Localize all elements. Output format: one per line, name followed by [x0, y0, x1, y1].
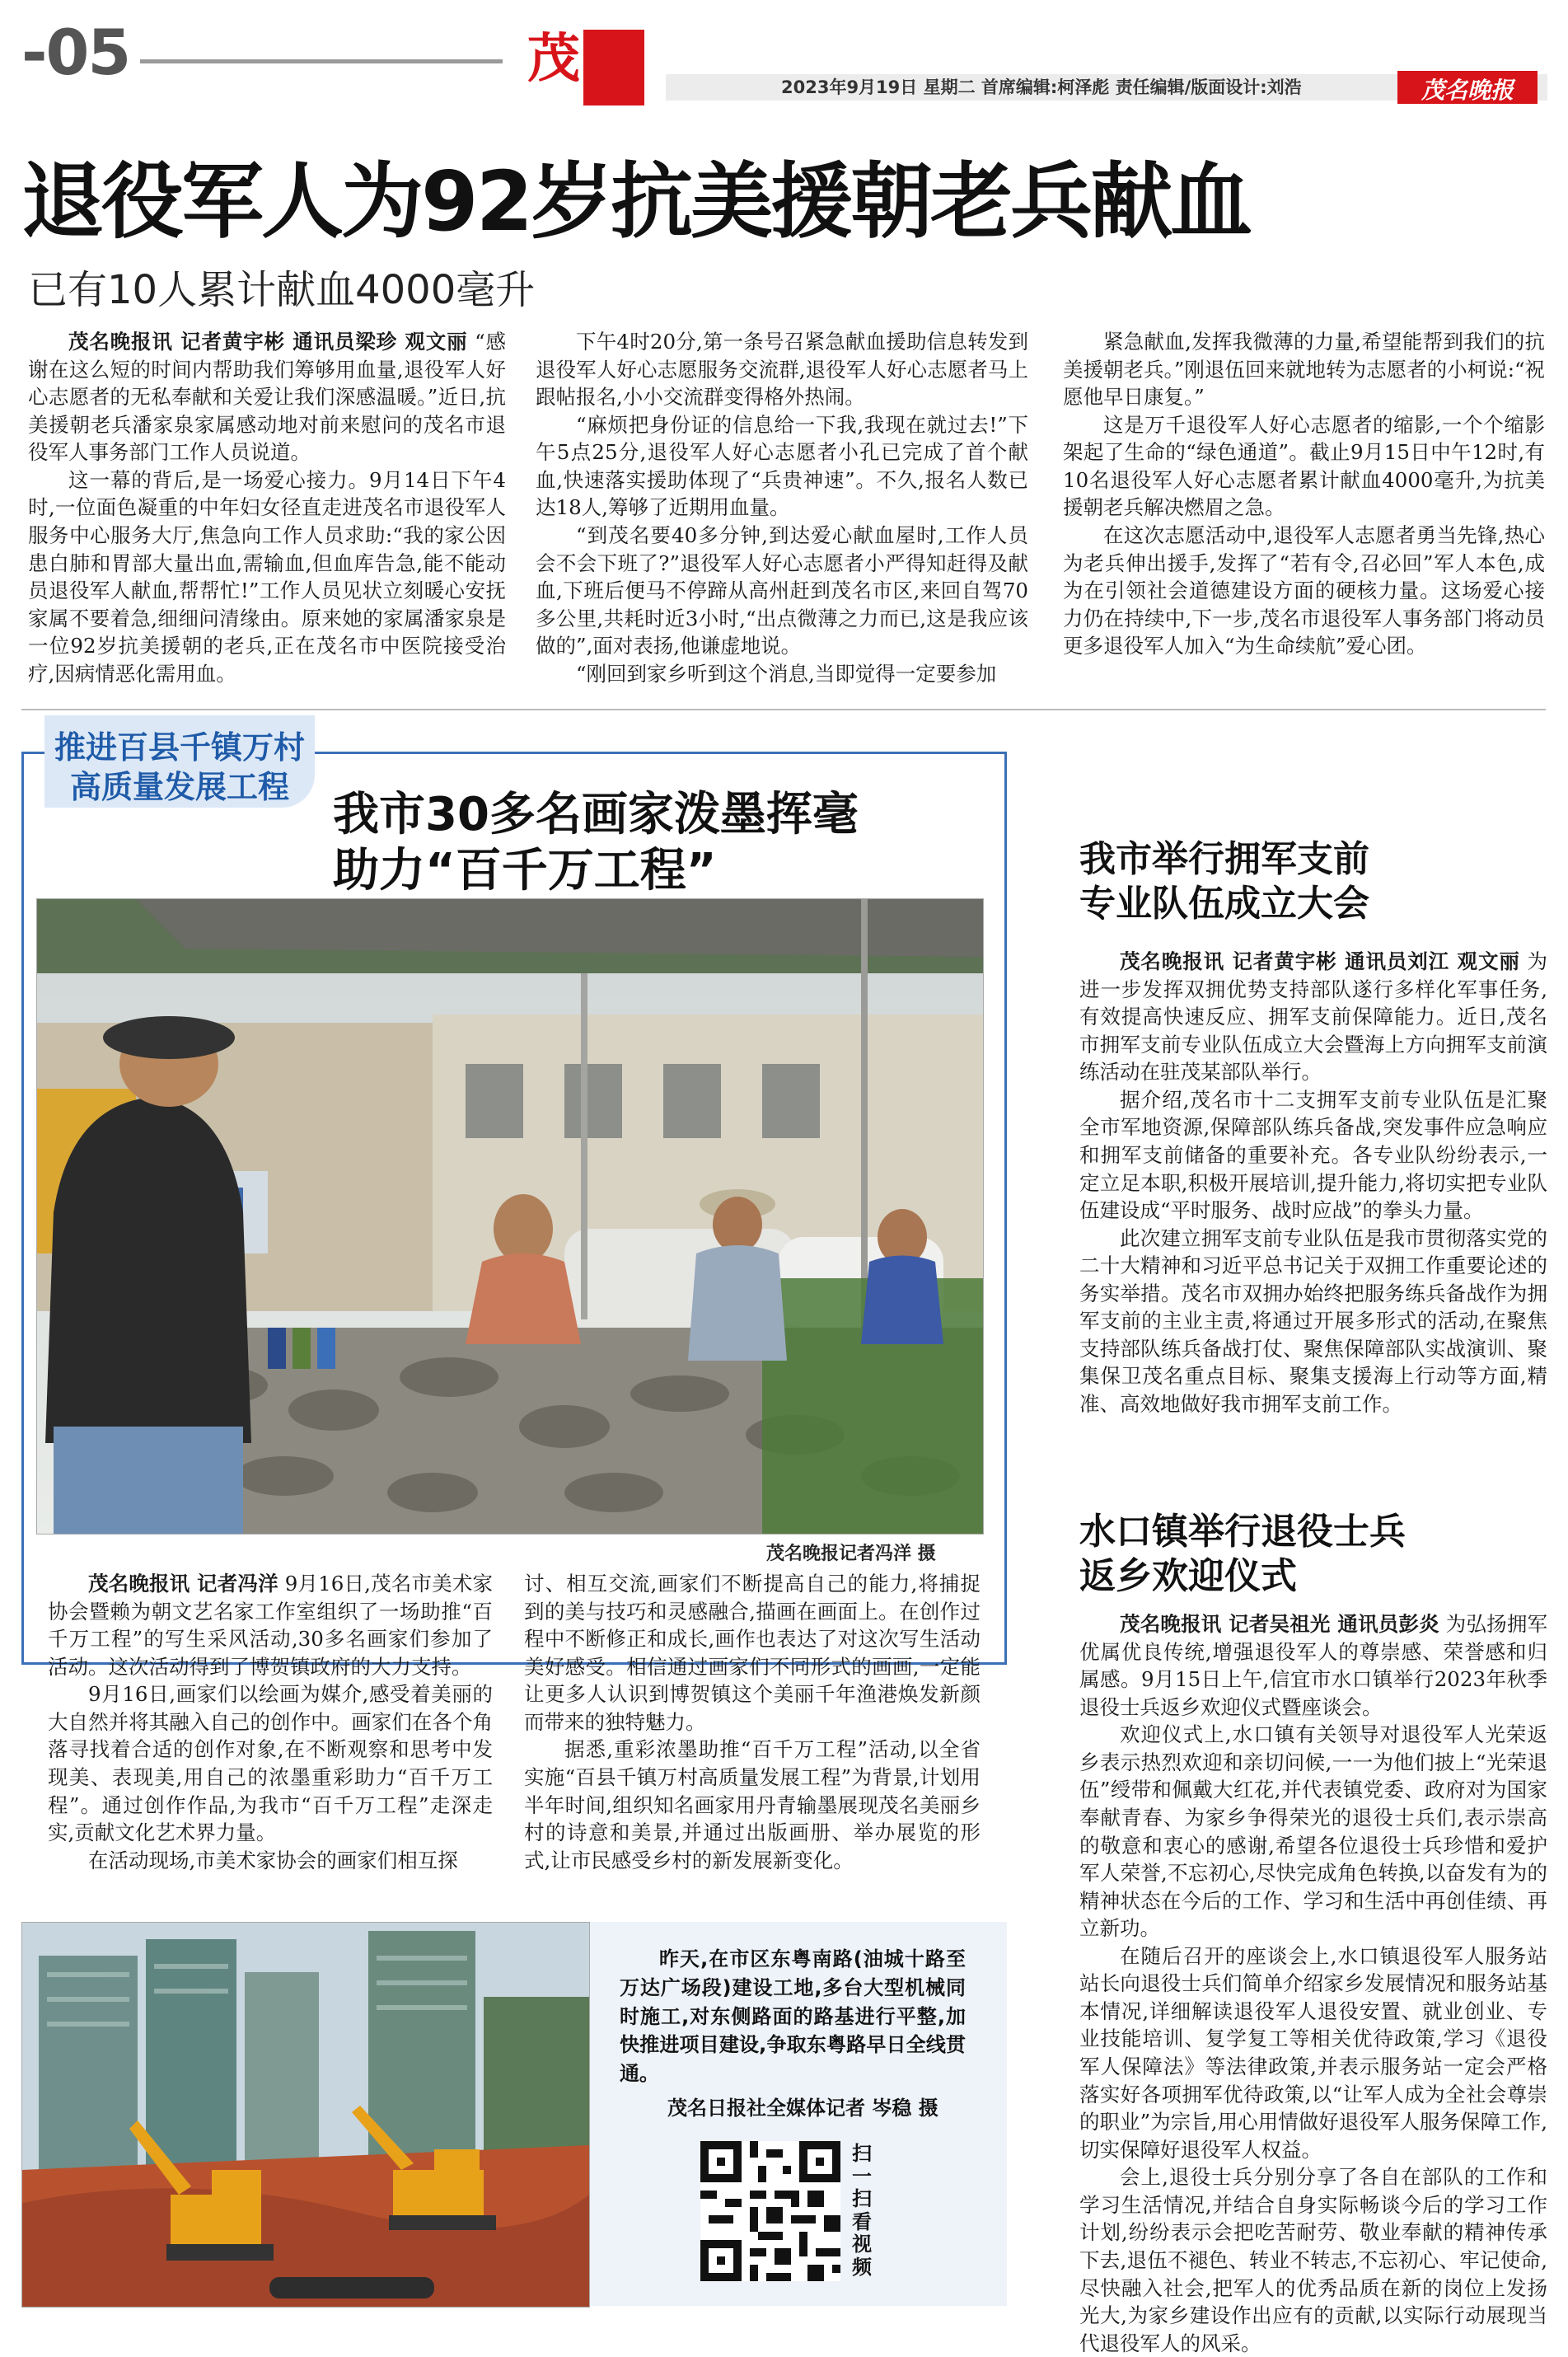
- lead-para-8: 这是万千退役军人好心志愿者的缩影,一个个缩影架起了生命的“绿色通道”。截止9月15日中午12时,有10名退役军人好心志愿者累计献血4000毫升,为抗美援朝老兵解决燃眉之急。: [1063, 412, 1545, 520]
- qr-code-pattern: [700, 2141, 840, 2281]
- qr-code[interactable]: [700, 2141, 840, 2281]
- story3-byline: 茂名晚报讯 记者吴祖光 通讯员彭炎: [1120, 1612, 1439, 1636]
- lead-para-2: 这一幕的背后,是一场爱心接力。9月14日下午4时,一位面色凝重的中年妇女径直走进茂名市退役军人服务中心服务大厅,焦急向工作人员求助:“我的家公因患白肺和胃部大量出血,需输血,但血库告急,能不能动员退役军人献血,帮帮忙!”工作人员见状立刻暖心安抚家属不要着急,细细问清缘由。原来她的家属潘家泉是一位92岁抗美援朝的老兵,正在茂名市中医院接受治疗,因病情恶化需用血。: [28, 467, 506, 686]
- lead-para-4: “麻烦把身份证的信息给一下我,我现在就过去!”下午5点25分,退役军人好心志愿者小孔已完成了首个献血,快速落实援助体现了“兵贵神速”。不久,报名人数已达18人,筹够了近期用血量。: [536, 412, 1028, 520]
- photo-news-credit: 茂名日报社全媒体记者 岑稳 摄: [667, 2097, 938, 2120]
- lead-para-3: 下午4时20分,第一条号召紧急献血援助信息转发到退役军人好心志愿服务交流群,退役军人好心志愿者马上跟帖报名,小小交流群变得格外热闹。: [536, 330, 1028, 410]
- lead-subheadline: 已有10人累计献血4000毫升: [28, 267, 536, 313]
- feature-para-4: 讨、相互交流,画家们不断提高自己的能力,将捕捉到的美与技巧和灵感融合,描画在画面上。在创作过程中不断修正和成长,画作也表达了对这次写生活动美好感受。相信通过画家们不同形式的画画,一定能让更多人认识到博贺镇这个美丽千年渔港焕发新颜而带来的独特魅力。: [524, 1572, 981, 1734]
- feature-headline-2: 助力“百千万工程”: [333, 844, 717, 897]
- page-number: -05: [21, 16, 130, 89]
- feature-col-1: [48, 1570, 493, 1874]
- painters-photo: [36, 898, 984, 1535]
- construction-photo: [21, 1922, 590, 2308]
- feature-para-5: 据悉,重彩浓墨助推“百千万工程”活动,以全省实施“百县千镇万村高质量发展工程”为背景,计划用半年时间,组织知名画家用丹青输墨展现茂名美丽乡村的诗意和美景,并通过出版画册、举办展览的形式,让市民感受乡村的新发展新变化。: [524, 1737, 981, 1872]
- lead-para-1: 茂名晚报讯 记者黄宇彬 通讯员梁珍 观文丽 “感谢在这么短的时间内帮助我们筹够用血量,退役军人好心志愿者的无私奉献和关爱让我们深感温暖。”近日,抗美援朝老兵潘家泉家属感动地对前来慰问的茂名市退役军人事务部门工作人员说道。: [28, 330, 506, 465]
- lead-byline: 茂名晚报讯 记者黄宇彬 通讯员梁珍 观文丽: [68, 330, 468, 354]
- section-badge: [521, 21, 649, 107]
- feature-tag-line-2: 高质量发展工程: [69, 769, 289, 805]
- feature-para-1: 茂名晚报讯 记者冯洋 9月16日,茂名市美术家协会暨赖为朝文艺名家工作室组织了一场助推“百千万工程”的写生采风活动,30多名画家们参加了活动。这次活动得到了博贺镇政府的大力支持。: [48, 1572, 493, 1679]
- feature-headline-1: 我市30多名画家泼墨挥毫: [333, 788, 859, 841]
- story2-byline: 茂名晚报讯 记者黄宇彬 通讯员刘江 观文丽: [1120, 949, 1520, 973]
- qr-hint: 扫一扫 看视频: [852, 2142, 872, 2279]
- lead-para-5: “到茂名要40多分钟,到达爱心献血屋时,工作人员会不会下班了?”退役军人好心志愿者小严得知赶得及献血,下班后便马不停蹄从高州赶到茂名市区,来回自驾70多公里,共耗时近3小时,“出点微薄之力而已,这是我应该做的”,面对表扬,他谦虚地说。: [536, 522, 1028, 658]
- story2-headline-2: 专业队伍成立大会: [1079, 883, 1369, 925]
- story3-para-2: 欢迎仪式上,水口镇有关领导对退役军人光荣返乡表示热烈欢迎和亲切问候,一一为他们披上“光荣退伍”绶带和佩戴大红花,并代表镇党委、政府对为国家奉献青春、为家乡争得荣光的退役士兵们,表示崇高的敬意和衷心的感谢,希望各位退役士兵珍惜和爱护军人荣誉,不忘初心,尽快完成角色转换,以奋发有为的精神状态在今后的工作、学习和生活中再创佳绩、再立新功。: [1079, 1722, 1547, 1941]
- section-name: 茂闻: [527, 29, 643, 90]
- feature-byline: 茂名晚报讯 记者冯洋: [88, 1572, 278, 1596]
- story3-headline-2: 返乡欢迎仪式: [1079, 1555, 1297, 1597]
- story3-para-4: 会上,退役士兵分别分享了各自在部队的工作和学习生活情况,并结合自身实际畅谈今后的学习工作计划,纷纷表示会把吃苦耐劳、敬业奉献的精神传承下去,退伍不褪色、转业不转志,不忘初心、牢记使命,尽快融入社会,把军人的优秀品质在新的岗位上发扬光大,为家乡建设作出应有的贡献,以实际行动展现当代退役军人的风采。: [1079, 2165, 1547, 2355]
- feature-para-3: 在活动现场,市美术家协会的画家们相互探: [88, 1848, 458, 1872]
- photo-news-caption: 昨天,在市区东粤南路(油城十路至万达广场段)建设工地,多台大型机械同时施工,对东侧路面的路基进行平整,加快推进项目建设,争取东粤路早日全线贯通。: [620, 1947, 966, 2086]
- lead-headline: 退役军人为92岁抗美援朝老兵献血: [21, 153, 1251, 250]
- feature-tag-line-1: 推进百县千镇万村: [54, 729, 305, 766]
- lead-para-6: “刚回到家乡听到这个消息,当即觉得一定要参加: [576, 661, 997, 686]
- story3-body: [1079, 1610, 1547, 2357]
- painters-photo-credit: 茂名晚报记者冯洋 摄: [766, 1544, 936, 1564]
- lead-col-3: [1063, 328, 1545, 660]
- lead-para-7: 紧急献血,发挥我微薄的力量,希望能帮到我们的抗美援朝老兵。”刚退伍回来就地转为志愿者的小柯说:“祝愿他早日康复。”: [1063, 330, 1545, 410]
- construction-photo-art: [22, 1923, 589, 2307]
- section-divider: [21, 709, 1546, 710]
- story3-headline-1: 水口镇举行退役士兵: [1079, 1511, 1406, 1553]
- lead-col-2: [536, 328, 1028, 687]
- story2-para-3: 此次建立拥军支前专业队伍是我市贯彻落实党的二十大精神和习近平总书记关于双拥工作重要论述的务实举措。茂名市双拥办始终把服务练兵备战作为拥军支前的主业主责,将通过开展多形式的活动,在聚焦支持部队练兵备战打仗、聚焦保障部队实战演训、聚集保卫茂名重点目标、聚集支援海上行动等方面,精准、高效地做好我市拥军支前工作。: [1079, 1225, 1547, 1416]
- feature-para-2: 9月16日,画家们以绘画为媒介,感受着美丽的大自然并将其融入自己的创作中。画家们在各个角落寻找着合适的创作对象,在不断观察和思考中发现美、表现美,用自己的浓墨重彩助力“百千万工程”。通过创作作品,为我市“百千万工程”走深走实,贡献文化艺术界力量。: [48, 1682, 493, 1845]
- story2-para-1: 茂名晚报讯 记者黄宇彬 通讯员刘江 观文丽 为进一步发挥双拥优势支持部队遂行多样化军事任务,有效提高快速反应、拥军支前保障能力。近日,茂名市拥军支前专业队伍成立大会暨海上方向拥军支前演练活动在驻茂某部队举行。: [1079, 949, 1547, 1085]
- feature-col-2: [524, 1570, 981, 1874]
- story3-para-1: 茂名晚报讯 记者吴祖光 通讯员彭炎 为弘扬拥军优属优良传统,增强退役军人的尊崇感、荣誉感和归属感。9月15日上午,信宜市水口镇举行2023年秋季退役士兵返乡欢迎仪式暨座谈会。: [1079, 1612, 1548, 1719]
- story3-para-3: 在随后召开的座谈会上,水口镇退役军人服务站站长向退役士兵们简单介绍家乡发展情况和服务站基本情况,详细解读退役军人退役安置、就业创业、专业技能培训、复学复工等相关优待政策,学习《退役军人保障法》等法律政策,并表示服务站一定会严格落实好各项拥军优待政策,以“让军人成为全社会尊崇的职业”为宗旨,用心用情做好退役军人服务保障工作,切实保障好退役军人权益。: [1079, 1943, 1547, 2162]
- story2-body: [1079, 948, 1547, 1418]
- painters-photo-art: [37, 899, 983, 1534]
- lead-para-9: 在这次志愿活动中,退役军人志愿者勇当先锋,热心为老兵伸出援手,发挥了“若有令,召必回”军人本色,成为在引领社会道德建设方面的硬核力量。这场爱心接力仍在持续中,下一步,茂名市退役军人事务部门将动员更多退役军人加入“为生命续航”爱心团。: [1063, 522, 1545, 658]
- date-line: 2023年9月19日 星期二 首席编辑:柯泽彪 责任编辑/版面设计:刘浩: [781, 77, 1302, 97]
- paper-logo: 茂名晚报: [1421, 77, 1514, 104]
- paper-logo-box: [1397, 71, 1538, 104]
- lead-col-1: [28, 328, 506, 687]
- story2-headline-1: 我市举行拥军支前: [1079, 838, 1369, 880]
- story2-para-2: 据介绍,茂名市十二支拥军支前专业队伍是汇聚全市军地资源,保障部队练兵备战,突发事件应急响应和拥军支前储备的重要补充。各专业队纷纷表示,一定立足本职,积极开展培训,提升能力,将切实把专业队伍建设成“平时服务、战时应战”的拳头力量。: [1079, 1087, 1547, 1223]
- feature-tag: [44, 715, 315, 808]
- masthead-rule-left: [140, 59, 503, 63]
